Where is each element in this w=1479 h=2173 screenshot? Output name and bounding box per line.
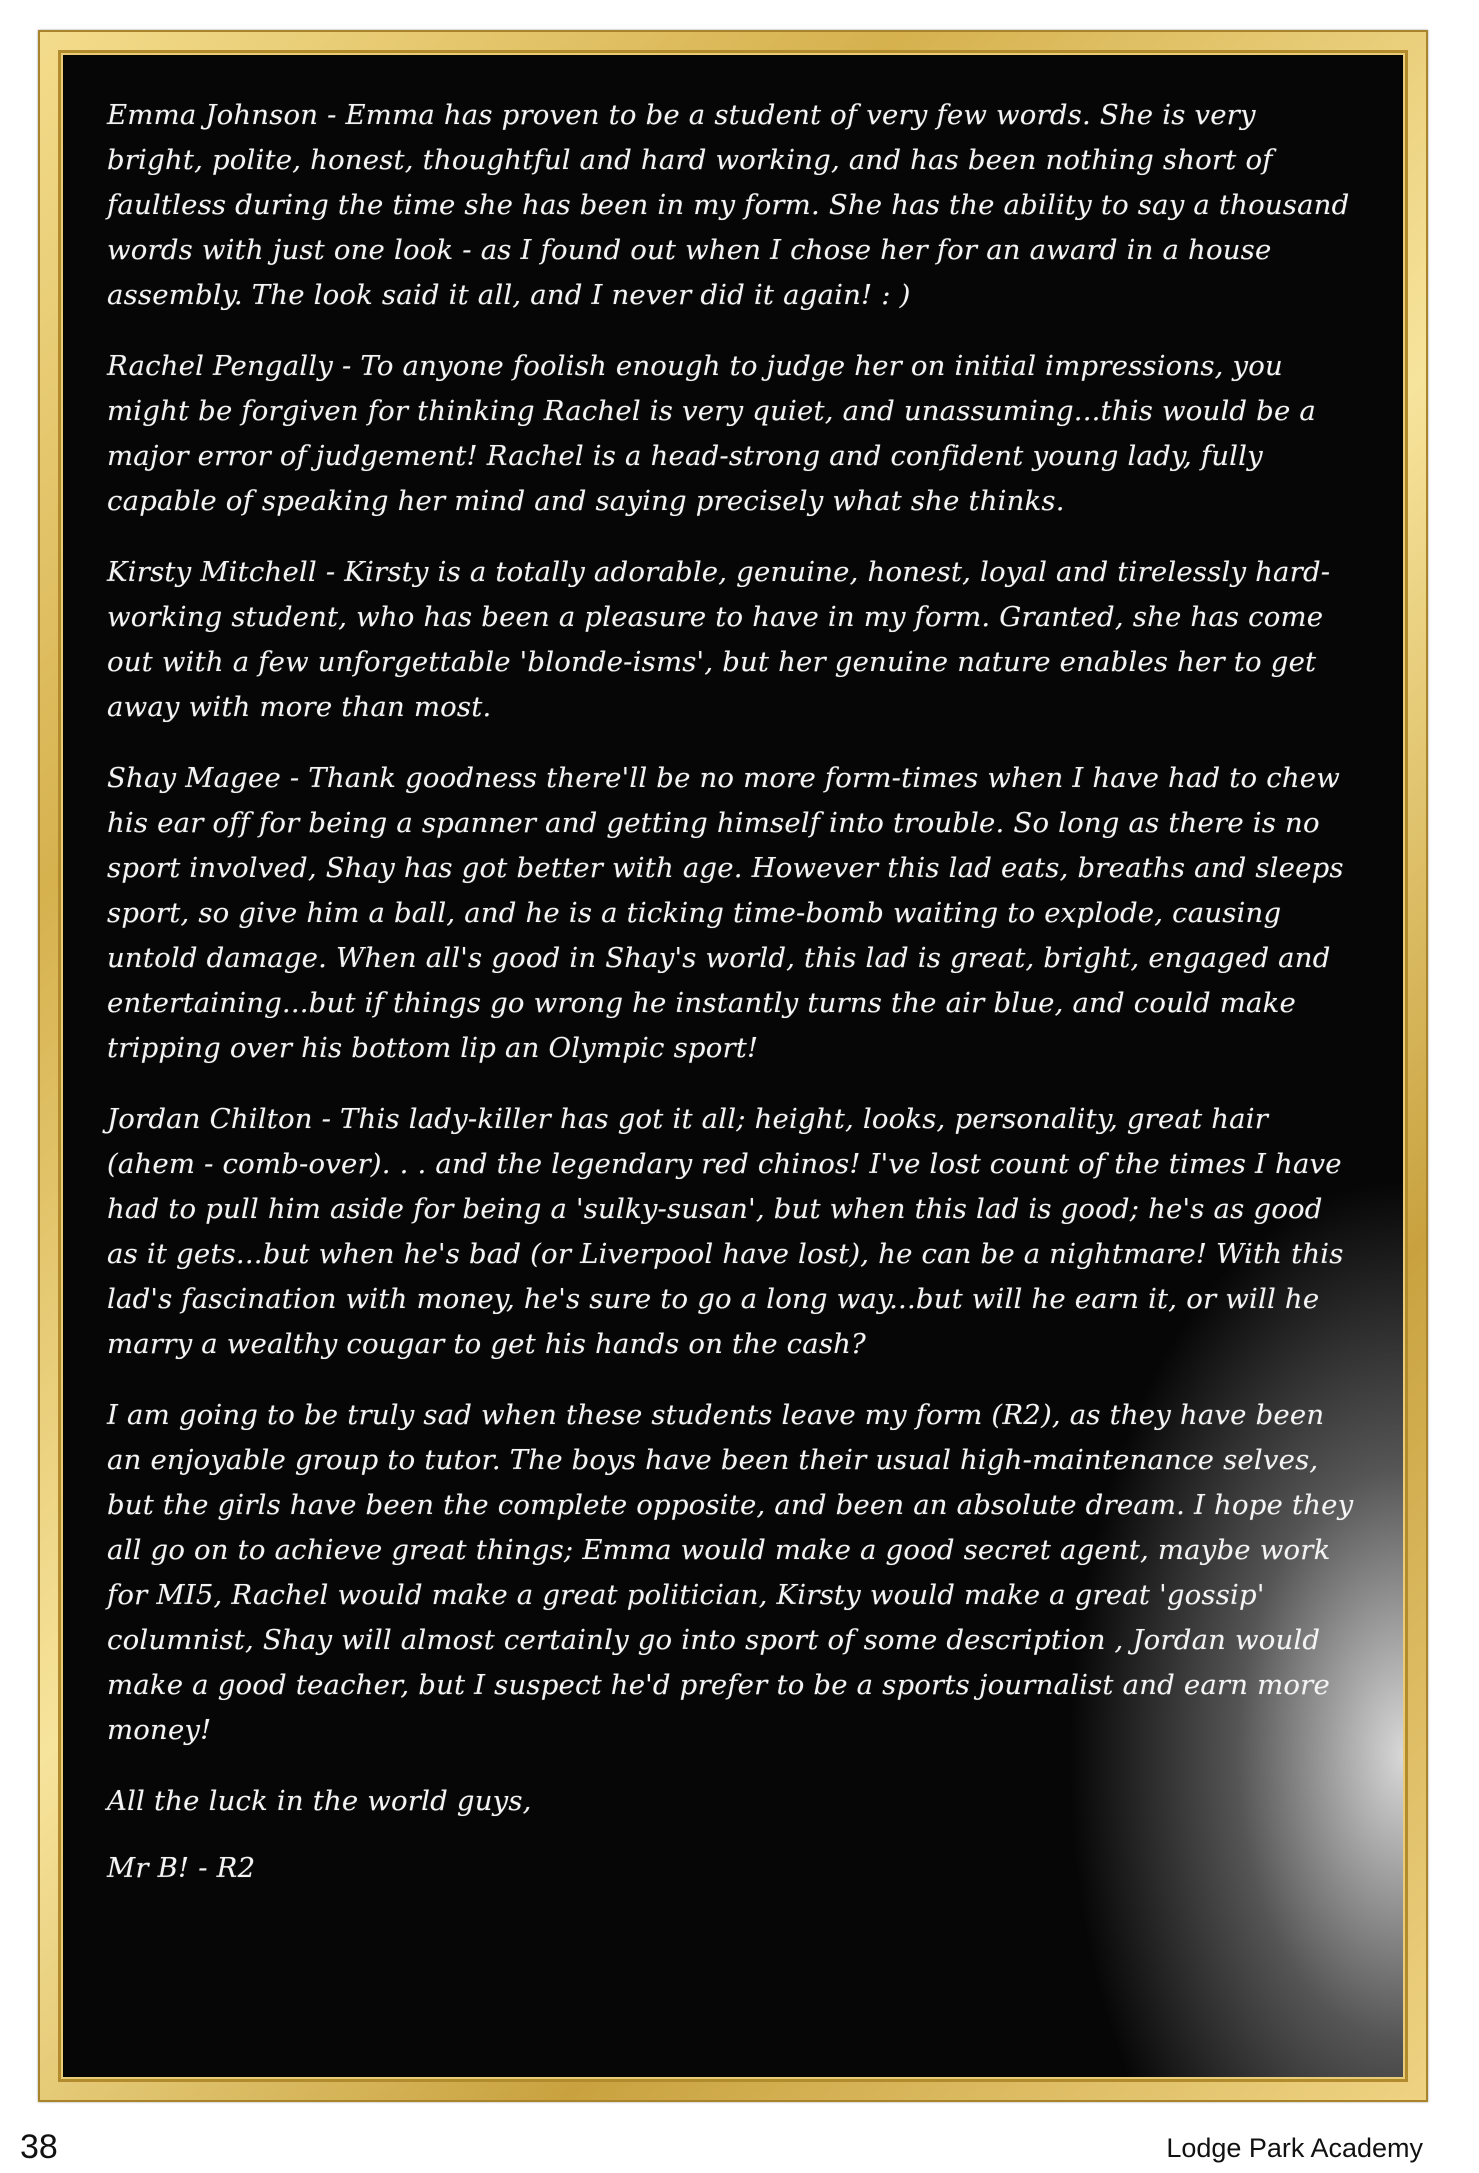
- paragraph-closing: I am going to be truly sad when these students leave my form (R2), as they have been an enjoyable group to tutor. The boys have been their usual high-maintenance selves, but the girls have been the complete opposite, and been an absolute dream. I hope they all go on to achieve great things; Emma would make a good secret agent, maybe work for MI5, Rachel would make a great politician, Kirsty would make a great 'gossip' columnist, Shay will almost certainly go into sport of some description , Jordan would make a good teacher, but I suspect he'd prefer to be a sports journalist and earn more money!: [107, 1399, 1354, 1746]
- paragraph-shay-magee: Shay Magee - Thank goodness there'll be no more form-times when I have had to chew his ear off for being a spanner and getting himself into trouble. So long as there is no sport involved, Shay has got better with age. However this lad eats, breaths and sleeps sport, so give him a ball, and he is a ticking time-bomb waiting to explode, causing untold damage. When all's good in Shay's world, this lad is great, bright, engaged and entertaining...but if things go wrong he instantly turns the air blue, and could make tripping over his bottom lip an Olympic sport!: [107, 762, 1344, 1064]
- sign-off-line: All the luck in the world guys,: [107, 1785, 532, 1817]
- paragraph-emma-johnson: Emma Johnson - Emma has proven to be a student of very few words. She is very bright, polite, honest, thoughtful and hard working, and has been nothing short of faultless during the time she has been in my form. She has the ability to say a thousand words with just one look - as I found out when I chose her for an award in a house assembly. The look said it all, and I never did it again! : ): [107, 99, 1350, 311]
- paragraph-jordan-chilton: Jordan Chilton - This lady-killer has got it all; height, looks, personality, great hair (ahem - comb-over). . . and the legendary red chinos! I've lost count of the times I have had to pull him aside for being a 'sulky-susan', but when this lad is good; he's as good as it gets...but when he's bad (or Liverpool have lost), he can be a nightmare! With this lad's fascination with money, he's sure to go a long way...but will he earn it, or will he marry a wealthy cougar to get his hands on the cash?: [107, 1103, 1344, 1360]
- paragraph-rachel-pengally: Rachel Pengally - To anyone foolish enough to judge her on initial impressions, you might be forgiven for thinking Rachel is very quiet, and unassuming...this would be a major error of judgement! Rachel is a head-strong and confident young lady, fully capable of speaking her mind and saying precisely what she thinks.: [107, 350, 1316, 517]
- school-name: Lodge Park Academy: [1166, 2133, 1423, 2163]
- handwritten-letter: [107, 93, 1359, 1917]
- signature: Mr B! - R2: [107, 1852, 256, 1884]
- page-number: 38: [20, 2128, 58, 2166]
- paragraph-kirsty-mitchell: Kirsty Mitchell - Kirsty is a totally adorable, genuine, honest, loyal and tirelessly hard-working student, who has been a pleasure to have in my form. Granted, she has come out with a few unforgettable 'blonde-isms', but her genuine nature enables her to get away with more than most.: [107, 556, 1331, 723]
- blackboard-panel: [58, 50, 1408, 2082]
- gold-picture-frame: [38, 30, 1428, 2102]
